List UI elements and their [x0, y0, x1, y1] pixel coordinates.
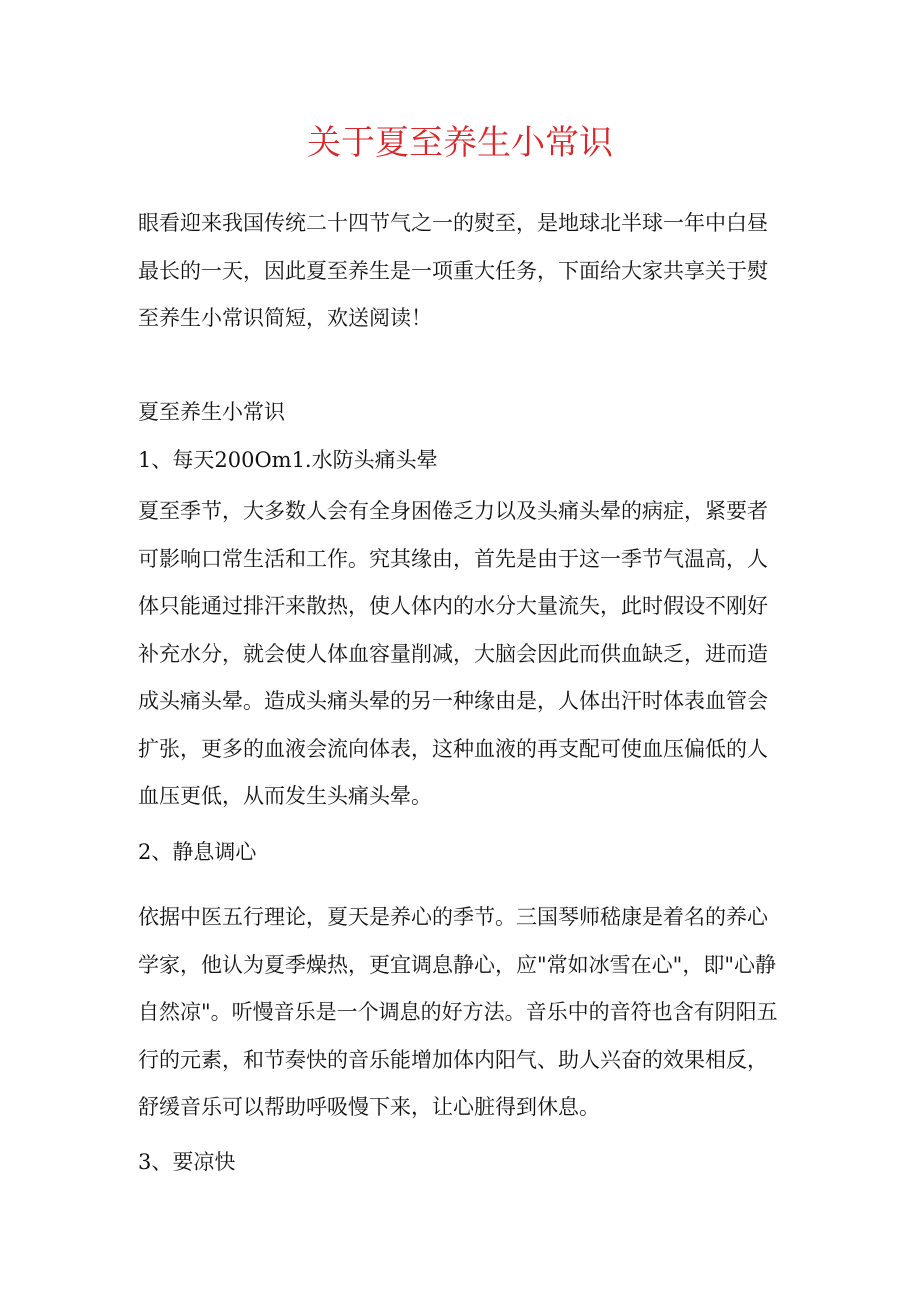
item-3-title: 3、要凉快 [138, 1150, 236, 1174]
item-2-body: 依据中医五行理论，夏天是养心的季节。三国琴师嵇康是着名的养心学家，他认为夏季燥热，更宜调息静心，应"常如冰雪在心"，即"心静自然凉"。听慢音乐是一个调息的好方法。音乐中的音符也含有阴阳五行的元素，和节奏快的音乐能增加体内阳气、助人兴奋的效果相反，舒缓音乐可以帮助呼吸慢下来，让心脏得到休息。 [138, 905, 778, 1119]
document-title: 关于夏至养生小常识 [307, 123, 613, 163]
item-2-title: 2、静息调心 [138, 840, 257, 864]
item-1-title: 1、每天200Om1.水防头痛头晕 [138, 448, 438, 472]
intro-paragraph: 眼看迎来我国传统二十四节气之一的熨至，是地球北半球一年中白昼最长的一天，因此夏至养生是一项重大任务，下面给大家共享关于熨至养生小常识简短，欢送阅读！ [138, 211, 768, 330]
item-1-body: 夏至季节，大多数人会有全身困倦乏力以及头痛头晕的病症，紧要者可影响口常生活和工作。究其缘由，首先是由于这一季节气温高，人体只能通过排汗来散热，使人体内的水分大量流失，此时假设不刚好补充水分，就会使人体血容量削减，大脑会因此而供血缺乏，进而造成头痛头晕。造成头痛头晕的另一种缘由是，人体出汗时体表血管会扩张，更多的血液会流向体表，这种血液的再支配可使血压偏低的人血压更低，从而发生头痛头晕。 [138, 499, 768, 808]
section-heading: 夏至养生小常识 [138, 400, 285, 424]
